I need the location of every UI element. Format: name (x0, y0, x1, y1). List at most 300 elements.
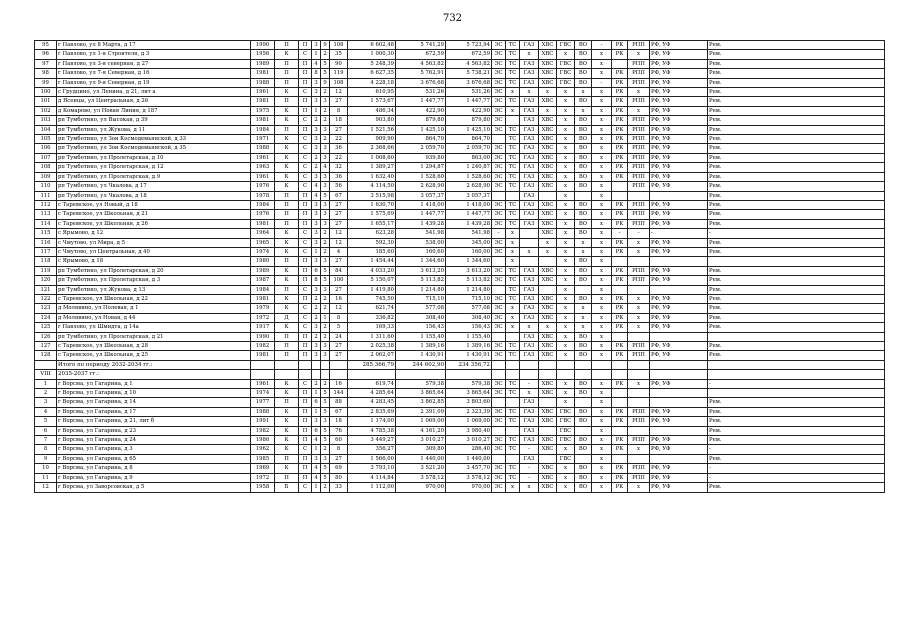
facade-cell: РФ, УФ (650, 125, 708, 134)
basement-cell: РПП (628, 464, 650, 473)
total-area-cell: 1 000,30 (348, 50, 396, 59)
basement-cell (628, 332, 650, 341)
repair-note-cell: Рем. (708, 210, 885, 219)
address-cell: рп Тумботино, ул Чкалова, д 17 (57, 182, 251, 191)
floors-cell: 3 (321, 219, 330, 228)
gas-cell: ГАЗ (520, 78, 539, 87)
address-cell: рп Тумботино, ул Пролетарская, д 20 (57, 266, 251, 275)
year-built-cell: 1984 (251, 285, 275, 294)
residential-area-cell: 1 418,00 (446, 200, 492, 209)
basement-cell: РПП (628, 135, 650, 144)
residential-area-cell: 5 723,94 (446, 41, 492, 50)
power-supply-cell: ЭС (492, 417, 506, 426)
entrances-cell: 2 (312, 116, 321, 125)
gas-cell: ГАЗ (520, 342, 539, 351)
year-built-cell: 1988 (251, 144, 275, 153)
address-cell: г Павлово, ул 9-я Северная, д 19 (57, 78, 251, 87)
power-supply-cell: ЭС (492, 389, 506, 398)
repair-note-cell: Рем. (708, 238, 885, 247)
cold-water-cell: ХВС (539, 332, 557, 341)
cold-water-cell (539, 454, 557, 463)
cold-water-cell: ХВС (539, 153, 557, 162)
table-row (35, 116, 885, 125)
apartments-cell: 100 (330, 276, 348, 285)
residential-area-cell: 234 356,72 (446, 360, 492, 369)
basement-cell: РПП (628, 417, 650, 426)
other-cell: х (592, 473, 612, 482)
living-area-cell: 864,70 (396, 135, 446, 144)
residential-area-cell: 3 980,40 (446, 426, 492, 435)
row-number-cell: 128 (35, 351, 57, 360)
roof-cell: РК (612, 106, 628, 115)
house-type-cell: П (299, 294, 312, 303)
floors-cell: 3 (321, 125, 330, 134)
sewage-cell: ВО (575, 153, 592, 162)
gas-cell: ГАЗ (520, 210, 539, 219)
roof-cell: РК (612, 153, 628, 162)
house-type-cell: П (299, 454, 312, 463)
year-built-cell: 1917 (251, 323, 275, 332)
total-area-cell: 2 368,66 (348, 144, 396, 153)
table-row (35, 426, 885, 435)
facade-cell: РФ, УФ (650, 59, 708, 68)
address-cell: д Молявино, ул Новая, д 44 (57, 313, 251, 322)
other-cell: х (592, 342, 612, 351)
living-area-cell: 156,43 (396, 323, 446, 332)
heating-cell: ТС (506, 351, 520, 360)
hot-water-cell: х (557, 266, 575, 275)
row-number-cell: 124 (35, 313, 57, 322)
wall-material-cell: К (275, 163, 299, 172)
table-row (35, 407, 885, 416)
heating-cell (506, 191, 520, 200)
cold-water-cell: ХВС (539, 116, 557, 125)
hot-water-cell: х (557, 200, 575, 209)
wall-material-cell (275, 360, 299, 369)
total-area-cell: 1 575,69 (348, 210, 396, 219)
house-type-cell: П (299, 210, 312, 219)
repair-note-cell: Рем. (708, 266, 885, 275)
apartments-cell (330, 360, 348, 369)
roof-cell: РК (612, 351, 628, 360)
repair-note-cell: - (708, 229, 885, 238)
other-cell: х (592, 191, 612, 200)
repair-note-cell: Рем. (708, 200, 885, 209)
house-type-cell: С (299, 238, 312, 247)
floors-cell: 5 (321, 191, 330, 200)
total-area-cell: 610,95 (348, 88, 396, 97)
row-number-cell: 113 (35, 210, 57, 219)
roof-cell: РК (612, 69, 628, 78)
table-row (35, 304, 885, 313)
repair-note-cell: Рем. (708, 50, 885, 59)
floors-cell: 3 (321, 210, 330, 219)
entrances-cell: 1 (312, 389, 321, 398)
wall-material-cell: П (275, 200, 299, 209)
apartments-cell: 27 (330, 342, 348, 351)
table-row (35, 313, 885, 322)
apartments-cell: 36 (330, 144, 348, 153)
year-built-cell: 1981 (251, 69, 275, 78)
repair-note-cell: Рем. (708, 144, 885, 153)
hot-water-cell: х (557, 342, 575, 351)
power-supply-cell: ЭС (492, 313, 506, 322)
living-area-cell: 1 439,28 (396, 219, 446, 228)
house-type-cell: П (299, 389, 312, 398)
repair-note-cell: Рем. (708, 153, 885, 162)
floors-cell: 2 (321, 304, 330, 313)
power-supply-cell: ЭС (492, 445, 506, 454)
heating-cell: ТС (506, 144, 520, 153)
facade-cell: РФ, УФ (650, 78, 708, 87)
address-cell: д Ясенцы, ул Центральная, д 26 (57, 97, 251, 106)
residential-area-cell: 863,00 (446, 153, 492, 162)
entrances-cell: 4 (312, 473, 321, 482)
year-built-cell: 1981 (251, 219, 275, 228)
cold-water-cell: ХВС (539, 69, 557, 78)
hot-water-cell: х (557, 285, 575, 294)
wall-material-cell: П (275, 473, 299, 482)
facade-cell: РФ, УФ (650, 210, 708, 219)
floors-cell: 2 (321, 116, 330, 125)
basement-cell: х (628, 106, 650, 115)
residential-area-cell: 3 865,64 (446, 389, 492, 398)
table-row (35, 436, 885, 445)
facade-cell: РФ, УФ (650, 464, 708, 473)
basement-cell: РПП (628, 342, 650, 351)
entrances-cell: 3 (312, 210, 321, 219)
power-supply-cell: ЭС (492, 473, 506, 482)
basement-cell: РПП (628, 266, 650, 275)
total-area-cell: 4 114,84 (348, 473, 396, 482)
address-cell: рп Тумботино, ул Зои Космодемьянской, д 33 (57, 135, 251, 144)
power-supply-cell: ЭС (492, 219, 506, 228)
table-row (35, 342, 885, 351)
heating-cell (506, 398, 520, 407)
year-built-cell: 1974 (251, 389, 275, 398)
year-built-cell: 1981 (251, 294, 275, 303)
wall-material-cell: К (275, 436, 299, 445)
basement-cell: х (628, 238, 650, 247)
house-type-cell: П (299, 78, 312, 87)
address-cell: г Ворсма, ул Гагарина, д 17 (57, 407, 251, 416)
residential-area-cell: 4 563,82 (446, 59, 492, 68)
table-row (35, 266, 885, 275)
apartments-cell: 4 (330, 247, 348, 256)
cold-water-cell: х (539, 88, 557, 97)
sewage-cell: ВО (575, 332, 592, 341)
power-supply-cell (492, 191, 506, 200)
row-number-cell: 112 (35, 200, 57, 209)
page-number: 732 (442, 13, 463, 24)
entrances-cell: 6 (312, 266, 321, 275)
wall-material-cell: Д (275, 313, 299, 322)
total-area-cell: 185,60 (348, 247, 396, 256)
other-cell: х (592, 153, 612, 162)
repair-note-cell: - (708, 464, 885, 473)
address-cell: с Грудцино, ул Ленина, д 21, лит а (57, 88, 251, 97)
power-supply-cell (492, 426, 506, 435)
heating-cell: х (506, 88, 520, 97)
roof-cell: - (612, 229, 628, 238)
sewage-cell: ВО (575, 210, 592, 219)
hot-water-cell: ГВС (557, 454, 575, 463)
residential-area-cell: 864,70 (446, 135, 492, 144)
gas-cell: ГАЗ (520, 426, 539, 435)
heating-cell: ТС (506, 135, 520, 144)
address-cell: г Ворсма, ул Гагарина, д 8 (57, 464, 251, 473)
row-number-cell: 114 (35, 219, 57, 228)
other-cell: х (592, 304, 612, 313)
apartments-cell: 12 (330, 238, 348, 247)
heating-cell: ТС (506, 153, 520, 162)
power-supply-cell: ЭС (492, 483, 506, 492)
roof-cell: РК (612, 210, 628, 219)
year-built-cell: 1972 (251, 473, 275, 482)
repair-note-cell (708, 257, 885, 266)
repair-note-cell: Рем. (708, 398, 885, 407)
other-cell: х (592, 59, 612, 68)
hot-water-cell: х (557, 304, 575, 313)
roof-cell: РК (612, 41, 628, 50)
table-row (35, 276, 885, 285)
entrances-cell: 4 (312, 182, 321, 191)
facade-cell: РФ, УФ (650, 88, 708, 97)
repair-note-cell: Рем. (708, 78, 885, 87)
hot-water-cell: х (557, 398, 575, 407)
floors-cell: 3 (321, 97, 330, 106)
house-type-cell: П (299, 398, 312, 407)
wall-material-cell: К (275, 426, 299, 435)
wall-material-cell (275, 370, 299, 379)
living-area-cell: 1 440,00 (396, 454, 446, 463)
other-cell: х (592, 229, 612, 238)
row-number-cell: 11 (35, 473, 57, 482)
roof-cell: РК (612, 172, 628, 181)
row-number-cell: 120 (35, 276, 57, 285)
other-cell: х (592, 172, 612, 181)
roof-cell: РК (612, 97, 628, 106)
facade-cell: РФ, УФ (650, 41, 708, 50)
apartments-cell: 108 (330, 41, 348, 50)
wall-material-cell: К (275, 106, 299, 115)
residential-area-cell: 1 440,00 (446, 454, 492, 463)
total-area-cell: 4 283,45 (348, 398, 396, 407)
facade-cell: РФ, УФ (650, 153, 708, 162)
house-type-cell: П (299, 276, 312, 285)
apartments-cell: 144 (330, 389, 348, 398)
row-number-cell: 4 (35, 407, 57, 416)
facade-cell (650, 389, 708, 398)
repair-note-cell: Рем. (708, 125, 885, 134)
year-built-cell: 1981 (251, 97, 275, 106)
wall-material-cell: К (275, 276, 299, 285)
sewage-cell: ВО (575, 266, 592, 275)
year-built-cell: 1963 (251, 163, 275, 172)
cold-water-cell: ХВС (539, 389, 557, 398)
total-area-cell: 2 835,69 (348, 407, 396, 416)
power-supply-cell: ЭС (492, 379, 506, 388)
basement-cell: РПП (628, 116, 650, 125)
gas-cell: ГАЗ (520, 313, 539, 322)
basement-cell: РПП (628, 125, 650, 134)
residential-area-cell: 577,08 (446, 304, 492, 313)
heating-cell: ТС (506, 445, 520, 454)
year-built-cell: 1969 (251, 464, 275, 473)
cold-water-cell: ХВС (539, 483, 557, 492)
total-area-cell: 1 521,56 (348, 125, 396, 134)
heating-cell: х (506, 323, 520, 332)
sewage-cell: ВО (575, 464, 592, 473)
entrances-cell: 3 (312, 351, 321, 360)
address-cell: рп Тумботино, ул Пролетарская, д 12 (57, 163, 251, 172)
year-built-cell: 1974 (251, 247, 275, 256)
floors-cell: 9 (321, 78, 330, 87)
entrances-cell: 3 (312, 342, 321, 351)
basement-cell: РПП (628, 407, 650, 416)
apartments-cell: 5 (330, 323, 348, 332)
living-area-cell: 3 862,85 (396, 398, 446, 407)
power-supply-cell: ЭС (492, 153, 506, 162)
wall-material-cell: К (275, 172, 299, 181)
repair-note-cell: Рем. (708, 454, 885, 463)
repair-note-cell: Рем. (708, 97, 885, 106)
entrances-cell: 1 (312, 483, 321, 492)
house-type-cell: С (299, 247, 312, 256)
entrances-cell (312, 360, 321, 369)
gas-cell: ГАЗ (520, 59, 539, 68)
facade-cell: РФ, УФ (650, 172, 708, 181)
address-cell: г Ворсма, ул Гагарина, д 10 (57, 389, 251, 398)
power-supply-cell: ЭС (492, 294, 506, 303)
other-cell: х (592, 323, 612, 332)
row-number-cell: 104 (35, 125, 57, 134)
apartments-cell: 12 (330, 229, 348, 238)
apartments-cell: 24 (330, 332, 348, 341)
wall-material-cell: П (275, 78, 299, 87)
year-built-cell: 1986 (251, 436, 275, 445)
year-built-cell (251, 370, 275, 379)
cold-water-cell: ХВС (539, 210, 557, 219)
address-cell: с Ярымово, д 18 (57, 257, 251, 266)
house-type-cell: П (299, 59, 312, 68)
living-area-cell: 2 059,70 (396, 144, 446, 153)
entrances-cell: 2 (312, 294, 321, 303)
basement-cell: - (628, 229, 650, 238)
cold-water-cell: ХВС (539, 144, 557, 153)
living-area-cell: 939,80 (396, 153, 446, 162)
entrances-cell: 2 (312, 332, 321, 341)
apartments-cell (330, 370, 348, 379)
house-type-cell: П (299, 219, 312, 228)
heating-cell: ТС (506, 407, 520, 416)
living-area-cell: 1 069,00 (396, 417, 446, 426)
living-area-cell: 3 613,20 (396, 266, 446, 275)
facade-cell (650, 370, 708, 379)
address-cell: г Ворсма, ул Гагарина, д 23 (57, 426, 251, 435)
sewage-cell: ВО (575, 116, 592, 125)
floors-cell: 2 (321, 294, 330, 303)
year-built-cell: 1975 (251, 106, 275, 115)
table-row (35, 454, 885, 463)
row-number-cell: 110 (35, 182, 57, 191)
gas-cell: - (520, 379, 539, 388)
entrances-cell: 6 (312, 398, 321, 407)
basement-cell: РПП (628, 97, 650, 106)
entrances-cell: 4 (312, 464, 321, 473)
roof-cell: РК (612, 483, 628, 492)
house-type-cell: С (299, 313, 312, 322)
hot-water-cell: х (557, 389, 575, 398)
roof-cell: РК (612, 304, 628, 313)
facade-cell: - (650, 229, 708, 238)
residential-area-cell: 160,00 (446, 247, 492, 256)
heating-cell: х (506, 247, 520, 256)
floors-cell (321, 370, 330, 379)
address-cell: с Таремское, ул Школьная, д 25 (57, 351, 251, 360)
gas-cell: ГАЗ (520, 191, 539, 200)
living-area-cell: 309,80 (396, 445, 446, 454)
wall-material-cell: К (275, 464, 299, 473)
cold-water-cell: ХВС (539, 229, 557, 238)
apartments-cell: 60 (330, 436, 348, 445)
other-cell: х (592, 210, 612, 219)
cold-water-cell: ХВС (539, 464, 557, 473)
wall-material-cell: П (275, 257, 299, 266)
floors-cell: 5 (321, 69, 330, 78)
row-number-cell: 115 (35, 229, 57, 238)
basement-cell: х (628, 50, 650, 59)
residential-area-cell: 3 010,27 (446, 436, 492, 445)
table-row (35, 41, 885, 50)
other-cell: - (592, 78, 612, 87)
year-built-cell: 1958 (251, 483, 275, 492)
floors-cell: 2 (321, 379, 330, 388)
other-cell (592, 370, 612, 379)
sewage-cell: ВО (575, 172, 592, 181)
roof-cell: РК (612, 464, 628, 473)
roof-cell (612, 257, 628, 266)
year-built-cell: 1989 (251, 266, 275, 275)
sewage-cell: ВО (575, 50, 592, 59)
wall-material-cell: К (275, 247, 299, 256)
other-cell: х (592, 125, 612, 134)
facade-cell (650, 454, 708, 463)
residential-area-cell: 422,90 (446, 106, 492, 115)
cold-water-cell: ХВС (539, 417, 557, 426)
heating-cell: х (506, 257, 520, 266)
row-number-cell (35, 360, 57, 369)
sewage-cell: ВО (575, 473, 592, 482)
table-row (35, 172, 885, 181)
address-cell: с Таремское, ул Новый, д 18 (57, 200, 251, 209)
house-type-cell: П (299, 464, 312, 473)
residential-area-cell: 579,38 (446, 379, 492, 388)
heating-cell: ТС (506, 294, 520, 303)
facade-cell: РФ, УФ (650, 351, 708, 360)
power-supply-cell: ЭС (492, 106, 506, 115)
address-cell: г Ворсма, ул Гагарина, д 9 (57, 473, 251, 482)
house-type-cell: П (299, 407, 312, 416)
wall-material-cell: П (275, 41, 299, 50)
row-number-cell: 123 (35, 304, 57, 313)
residential-area-cell: 1 155,40 (446, 332, 492, 341)
house-type-cell: С (299, 153, 312, 162)
cold-water-cell: ХВС (539, 407, 557, 416)
house-type-cell: С (299, 379, 312, 388)
cold-water-cell: ХВС (539, 436, 557, 445)
sewage-cell: х (575, 323, 592, 332)
